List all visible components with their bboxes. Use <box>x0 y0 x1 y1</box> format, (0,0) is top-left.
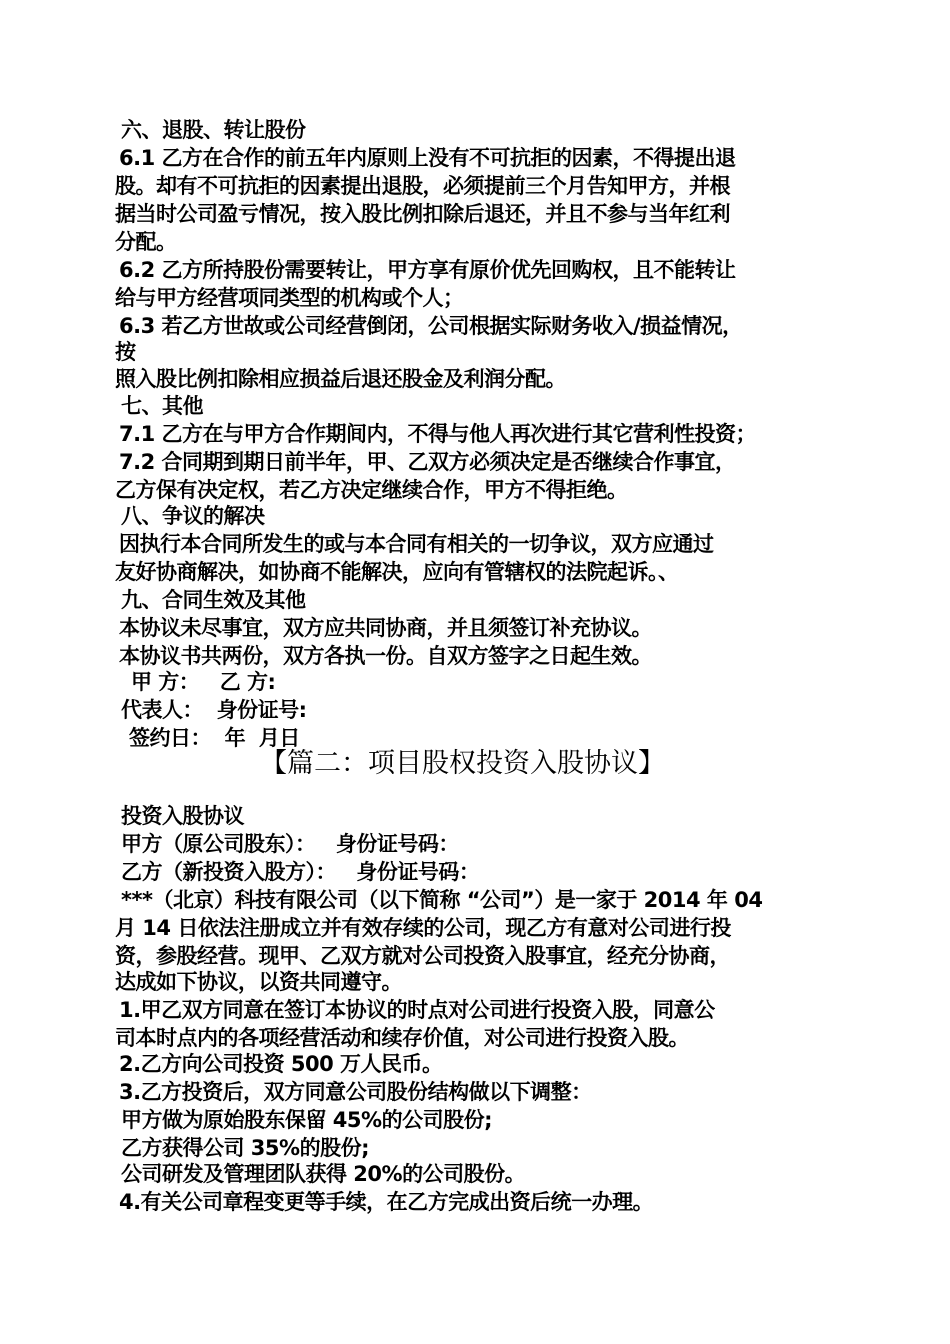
clause-7-1: 7.1 乙方在与甲方合作期间内，不得与他人再次进行其它营利性投资； <box>119 422 757 446</box>
signature-date: 签约日： 年 月日 <box>129 726 300 750</box>
intro-line-1: ***（北京）科技有限公司（以下简称 “公司”）是一家于 2014 年 04 <box>121 888 763 912</box>
clause-6-1-line-2: 股。却有不可抗拒的因素提出退股，必须提前三个月告知甲方，并根 <box>115 174 730 198</box>
clause-6-3-line-2: 按 <box>115 340 136 364</box>
clause-6-2-line-1: 6.2 乙方所持股份需要转让，甲方享有原价优先回购权，且不能转让 <box>119 258 736 282</box>
term-4: 4.有关公司章程变更等手续，在乙方完成出资后统一办理。 <box>119 1190 654 1214</box>
section-8-body-line-2: 友好协商解决，如协商不能解决，应向有管辖权的法院起诉。、 <box>115 560 679 584</box>
agreement-heading: 投资入股协议 <box>121 804 244 828</box>
term-3-item-b: 乙方获得公司 35%的股份; <box>121 1136 369 1160</box>
section-9-body-line-1: 本协议未尽事宜，双方应共同协商，并且须签订补充协议。 <box>119 616 652 640</box>
clause-6-3-line-1: 6.3 若乙方世故或公司经营倒闭，公司根据实际财务收入/损益情况， <box>119 314 743 338</box>
signature-representative: 代表人： 身份证号: <box>121 698 307 722</box>
section-9-body-line-2: 本协议书共两份，双方各执一份。自双方签字之日起生效。 <box>119 644 652 668</box>
clause-7-2-line-1: 7.2 合同期到期日前半年，甲、乙双方必须决定是否继续合作事宜， <box>119 450 736 474</box>
clause-6-1-line-1: 6.1 乙方在合作的前五年内原则上没有不可抗拒的因素，不得提出退 <box>119 146 736 170</box>
term-3: 3.乙方投资后，双方同意公司股份结构做以下调整： <box>119 1080 592 1104</box>
term-2: 2.乙方向公司投资 500 万人民币。 <box>119 1052 443 1076</box>
section-8-heading: 八、争议的解决 <box>121 504 265 528</box>
term-3-item-c: 公司研发及管理团队获得 20%的公司股份。 <box>121 1162 526 1186</box>
clause-6-1-line-4: 分配。 <box>115 230 177 254</box>
section-8-body-line-1: 因执行本合同所发生的或与本合同有相关的一切争议，双方应通过 <box>119 532 714 556</box>
clause-6-2-line-2: 给与甲方经营项同类型的机构或个人； <box>115 286 464 310</box>
intro-line-2: 月 14 日依法注册成立并有效存续的公司，现乙方有意对公司进行投 <box>115 916 731 940</box>
term-1-line-1: 1.甲乙双方同意在签订本协议的时点对公司进行投资入股，同意公 <box>119 998 715 1022</box>
intro-line-4: 达成如下协议，以资共同遵守。 <box>115 970 402 994</box>
section-9-heading: 九、合同生效及其他 <box>121 588 306 612</box>
section-6-heading: 六、退股、转让股份 <box>121 118 306 142</box>
clause-6-1-line-3: 据当时公司盈亏情况，按入股比例扣除后退还，并且不参与当年红利 <box>115 202 730 226</box>
party-b-line: 乙方（新投资入股方）： 身份证号码： <box>121 860 480 884</box>
term-3-item-a: 甲方做为原始股东保留 45%的公司股份; <box>121 1108 492 1132</box>
part-two-title: 【篇二：项目股权投资入股协议】 <box>260 748 665 779</box>
clause-7-2-line-2: 乙方保有决定权，若乙方决定继续合作，甲方不得拒绝。 <box>115 478 628 502</box>
term-1-line-2: 司本时点内的各项经营活动和续存价值，对公司进行投资入股。 <box>115 1026 689 1050</box>
signature-parties: 甲 方： 乙 方: <box>131 670 276 694</box>
section-7-heading: 七、其他 <box>121 394 203 418</box>
clause-6-3-line-3: 照入股比例扣除相应损益后退还股金及利润分配。 <box>115 367 566 391</box>
party-a-line: 甲方（原公司股东）： 身份证号码： <box>121 832 459 856</box>
intro-line-3: 资，参股经营。现甲、乙双方就对公司投资入股事宜，经充分协商， <box>115 944 730 968</box>
